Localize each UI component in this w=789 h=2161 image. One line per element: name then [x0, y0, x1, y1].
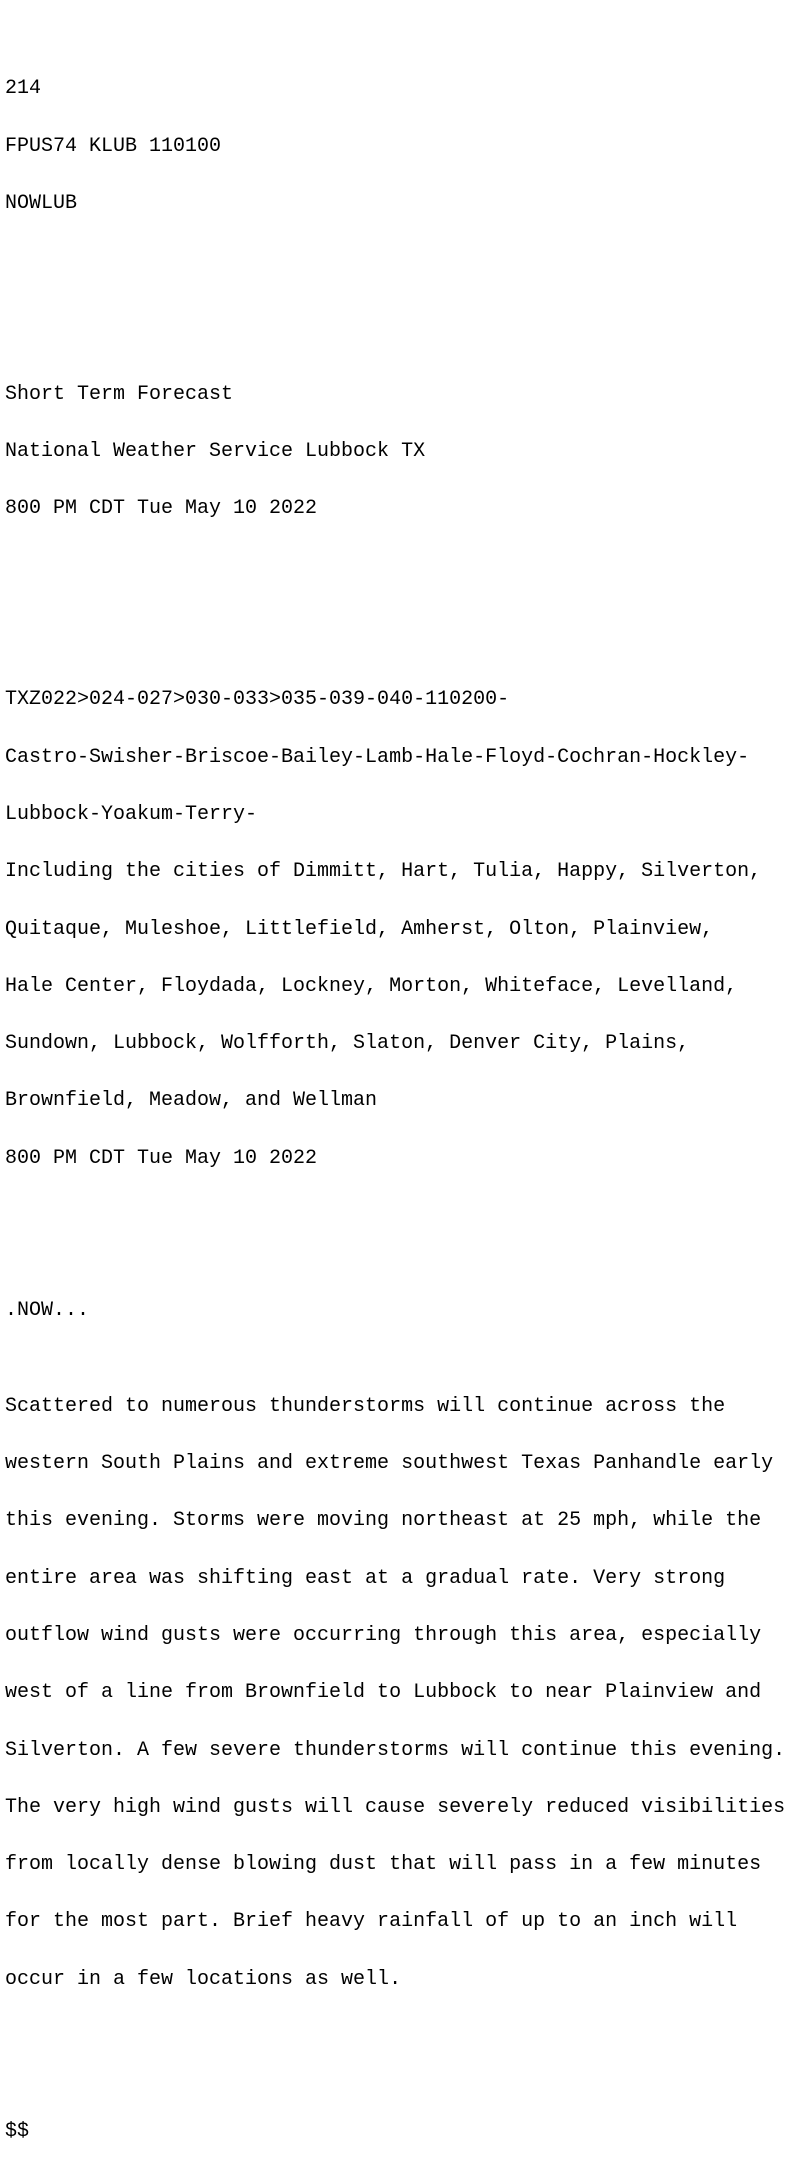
- blank-line: [5, 595, 785, 614]
- body-line: outflow wind gusts were occurring through this area, especially: [5, 1623, 762, 1647]
- product-header: [5, 41, 785, 251]
- cities-line: Quitaque, Muleshoe, Littlefield, Amherst, Olton, Plainview,: [5, 917, 714, 941]
- wmo-header: FPUS74 KLUB 110100: [5, 134, 222, 158]
- body-line: for the most part. Brief heavy rainfall of up to an inch will: [5, 1910, 738, 1934]
- segment-issuance-time: 800 PM CDT Tue May 10 2022: [5, 1146, 318, 1170]
- body-line: from locally dense blowing dust that will pass in a few minutes: [5, 1853, 762, 1877]
- blank-line: [5, 2065, 785, 2084]
- body-line: Scattered to numerous thunderstorms will continue across the: [5, 1394, 726, 1418]
- body-line: entire area was shifting east at a gradual rate. Very strong: [5, 1566, 726, 1590]
- product-title-block: [5, 347, 785, 557]
- zone-names-line: Castro-Swisher-Briscoe-Bailey-Lamb-Hale-Floyd-Cochran-Hockley-: [5, 745, 750, 769]
- cities-line: Hale Center, Floydada, Lockney, Morton, Whiteface, Levelland,: [5, 974, 738, 998]
- zone-names-line: Lubbock-Yoakum-Terry-: [5, 802, 258, 826]
- zone-segment: [5, 652, 785, 1206]
- segment-end-marker: $$: [5, 2120, 30, 2144]
- awips-id: NOWLUB: [5, 191, 78, 215]
- forecast-body: [5, 1359, 785, 2027]
- body-line: Silverton. A few severe thunderstorms will continue this evening.: [5, 1738, 786, 1762]
- product-title: Short Term Forecast: [5, 382, 234, 406]
- cities-line: Including the cities of Dimmitt, Hart, Tulia, Happy, Silverton,: [5, 860, 762, 884]
- issuance-time: 800 PM CDT Tue May 10 2022: [5, 497, 318, 521]
- cities-line: Sundown, Lubbock, Wolfforth, Slaton, Denver City, Plains,: [5, 1032, 690, 1056]
- forecast-text-document: [5, 3, 785, 2161]
- blank-line: [5, 289, 785, 308]
- cities-line: Brownfield, Meadow, and Wellman: [5, 1089, 378, 1113]
- ugc-zone-codes: TXZ022>024-027>030-033>035-039-040-110200-: [5, 688, 510, 712]
- product-sequence-number: 214: [5, 77, 42, 101]
- issuing-office: National Weather Service Lubbock TX: [5, 440, 426, 464]
- body-line: The very high wind gusts will cause severely reduced visibilities: [5, 1795, 786, 1819]
- body-line: western South Plains and extreme southwest Texas Panhandle early: [5, 1452, 774, 1476]
- now-heading: .NOW...: [5, 1299, 90, 1323]
- body-line: occur in a few locations as well.: [5, 1967, 402, 1991]
- blank-line: [5, 1244, 785, 1263]
- body-line: west of a line from Brownfield to Lubbock to near Plainview and: [5, 1681, 762, 1705]
- body-line: this evening. Storms were moving northeast at 25 mph, while the: [5, 1509, 762, 1533]
